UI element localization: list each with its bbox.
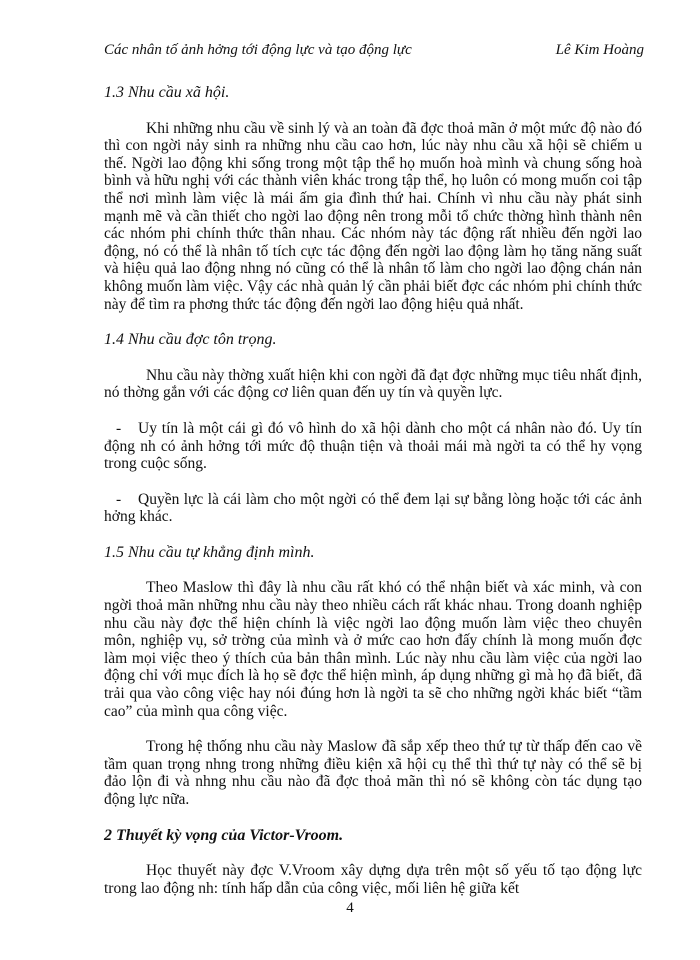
- section-heading-1-3: 1.3 Nhu cầu xã hội.: [104, 84, 230, 101]
- paragraph: Trong hệ thống nhu cầu này Maslow đã sắp xếp theo thứ tự từ thấp đến cao về tầm quan trọng nhng trong những điều kiện xã hội cụ thể thì thứ tự này có thể sẽ bị đảo lộn đi và nhng nhu cầu nào đã đợc thoả mãn thì nó sẽ không còn tác dụng tạo động lực nữa.: [104, 738, 642, 808]
- bullet-text: Uy tín là một cái gì đó vô hình do xã hội dành cho một cá nhân nào đó. Uy tín động nh có ảnh hởng tới mức độ thuận tiện và thoải mái mà ngời ta có thể hy vọng trong cuộc sống.: [104, 419, 642, 473]
- document-body: [104, 84, 642, 915]
- section-heading-1-4: 1.4 Nhu cầu đợc tôn trọng.: [104, 331, 277, 349]
- paragraph: Nhu cầu này thờng xuất hiện khi con ngời đã đạt đợc những mục tiêu nhất định, nó thờng gắn với các động cơ liên quan đến uy tín và quyền lực.: [104, 366, 642, 402]
- dash-marker: -: [116, 490, 122, 508]
- header-author: Lê Kim Hoàng: [555, 42, 644, 58]
- bullet-item: [104, 420, 642, 473]
- section-heading-1-5: 1.5 Nhu cầu tự khẳng định mình.: [104, 543, 315, 561]
- paragraph: Theo Maslow thì đây là nhu cầu rất khó có thể nhận biết và xác minh, và con ngời thoả mãn những nhu cầu này theo nhiều cách rất khác nhau. Trong doanh nghiệp nhu cầu này đợc thể hiện chính là việc ngời lao động muốn làm việc theo chuyên môn, nghiệp vụ, sở trờng của mình và ở mức cao hơn đấy chính là mong muốn đợc làm mọi việc theo ý thích của bản thân mình. Lúc này nhu cầu làm việc của ngời lao động chỉ với mục đích là họ sẽ đợc thể hiện mình, áp dụng những gì mà họ đã biết, đã trải qua vào công việc hay nói đúng hơn là ngời ta sẽ cho những ngời khác biết “tầm cao” của mình qua công việc.: [104, 579, 642, 720]
- running-header: [104, 42, 644, 64]
- dash-marker: -: [116, 419, 122, 437]
- paragraph: Khi những nhu cầu về sinh lý và an toàn đã đợc thoả mãn ở một mức độ nào đó thì con ngời nảy sinh ra những nhu cầu cao hơn, lúc này nhu cầu xã hội sẽ chiếm u thế. Ngời lao động khi sống trong một tập thể họ muốn hoà mình và chung sống hoà bình và hữu nghị với các thành viên khác trong tập thể, họ luôn có mong muốn coi tập thể nơi mình làm việc là mái ấm gia đình thứ hai. Chính vì nhu cầu này phát sinh mạnh mẽ và cần thiết cho ngời lao động nên trong mỗi tổ chức thờng hình thành nên các nhóm phi chính thức thân nhau. Các nhóm này tác động rất nhiều đến ngời lao động, nó có thể là nhân tố tích cực tác động đến ngời lao động làm họ tăng năng suất và hiệu quả lao động nhng nó cũng có thể là nhân tố làm cho ngời lao động chán nản không muốn làm việc. Vậy các nhà quản lý cần phải biết đợc các nhóm phi chính thức này để tìm ra phơng thức tác động đến ngời lao động hiệu quả nhất.: [104, 119, 642, 313]
- paragraph: Học thuyết này đợc V.Vroom xây dựng dựa trên một số yếu tố tạo động lực trong lao động nh: tính hấp dẫn của công việc, mối liên hệ giữa kết: [104, 862, 642, 897]
- page-number: 4: [346, 900, 354, 916]
- bullet-text: Quyền lực là cái làm cho một ngời có thể đem lại sự bằng lòng hoặc tới các ảnh hởng khác.: [104, 490, 642, 526]
- bullet-item: [104, 491, 642, 526]
- header-title: Các nhân tố ảnh hởng tới động lực và tạo động lực: [104, 42, 412, 58]
- section-heading-2: 2 Thuyết kỳ vọng của Victor-Vroom.: [104, 826, 344, 844]
